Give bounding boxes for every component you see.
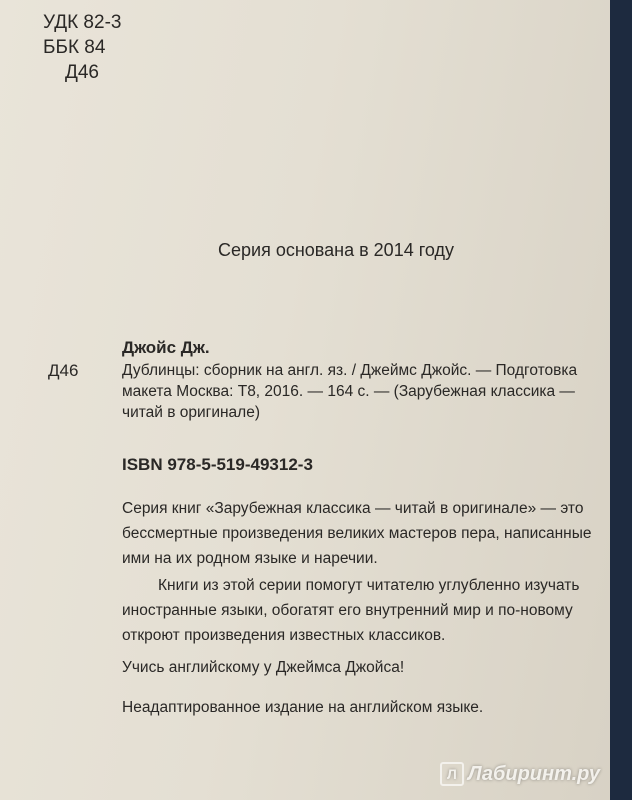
bib-line: макета Москва: Т8, 2016. — 164 с. — (Зарубежная классика —: [122, 383, 575, 400]
watermark-text: Лабиринт.ру: [467, 762, 600, 785]
bib-index: Д46: [48, 361, 79, 380]
paragraph-line: Книги из этой серии помогут читателю углубленно изучать: [158, 577, 580, 594]
paragraph-line: откроют произведения известных классиков.: [122, 627, 446, 644]
series-note: Серия основана в 2014 году: [218, 240, 455, 260]
paragraph-line: ими на их родном языке и наречии.: [122, 550, 378, 567]
author-name: Джойс Дж.: [122, 338, 210, 357]
show-through-text: [150, 30, 154, 46]
bib-description: [122, 360, 577, 423]
paragraph-slogan: [122, 655, 404, 680]
paragraph-line: Учись английскому у Джеймса Джойса!: [122, 659, 405, 676]
udk-code: УДК 82-3: [43, 12, 122, 33]
author-mark: Д46: [65, 62, 100, 83]
bib-line: читай в оригинале): [122, 404, 261, 421]
paragraph-series-description: [122, 496, 592, 571]
bbk-code: ББК 84: [43, 37, 106, 58]
isbn: ISBN 978-5-519-49312-3: [122, 455, 313, 474]
labirint-logo-icon: Л: [440, 762, 464, 786]
paragraph-edition-note: [122, 695, 483, 720]
paragraph-line: бессмертные произведения великих мастеров пера, написанные: [122, 525, 592, 542]
show-through-text: [160, 60, 164, 76]
paragraph-line: иностранные языки, обогатят его внутренний мир и по-новому: [122, 602, 573, 619]
watermark-logo: [440, 762, 600, 786]
classification-codes: [43, 10, 121, 85]
paragraph-line: Неадаптированное издание на английском языке.: [122, 699, 484, 716]
paragraph-benefits: [122, 573, 579, 648]
bib-line: Дублинцы: сборник на англ. яз. / Джеймс Джойс. — Подготовка: [122, 362, 578, 379]
paragraph-line: Серия книг «Зарубежная классика — читай в оригинале» — это: [122, 500, 584, 517]
